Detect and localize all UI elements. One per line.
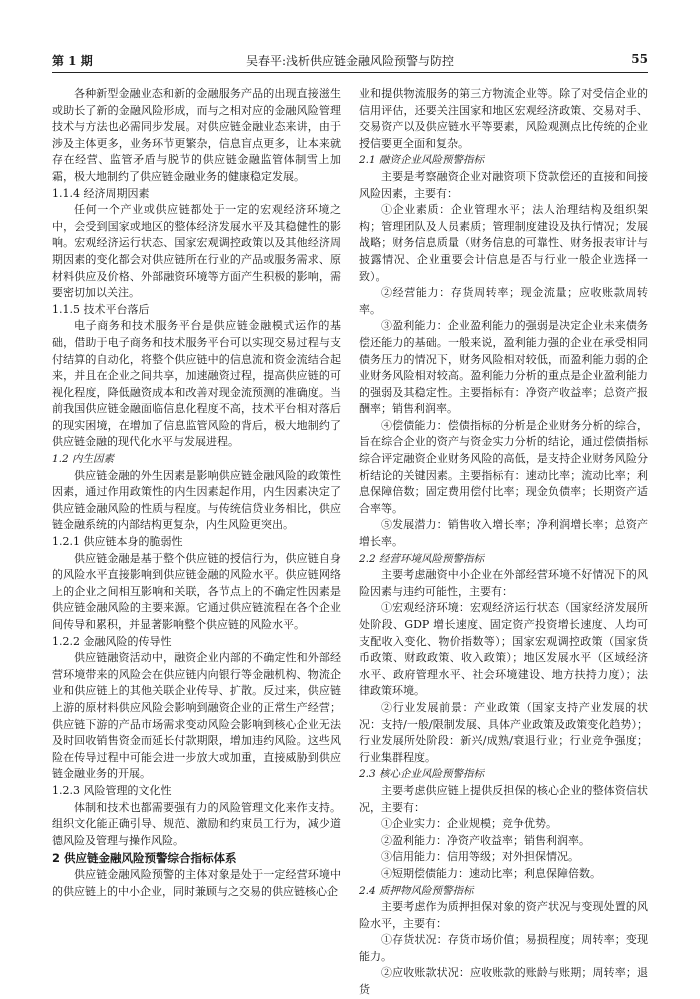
paragraph: ⑤发展潜力：销售收入增长率；净利润增长率；总资产增长率。	[359, 518, 648, 549]
subsection-heading: 1.2.3 风险管理的文化性	[52, 783, 172, 797]
paragraph: 主要考虑融资中小企业在外部经营环境不好情况下的风险因素与违约可能性，主要有：	[359, 568, 648, 598]
paragraph: ④短期偿债能力：速动比率；利息保障倍数。	[381, 866, 601, 880]
paragraph: ②经营能力：存货周转率；现金流量；应收账款周转率。	[359, 286, 648, 316]
subsection-heading: 2.4 质押物风险预警指标	[359, 884, 474, 897]
paragraph: ③盈利能力：企业盈利能力的强弱是决定企业未来债务偿还能力的基础。一般来说，盈利能力强的企业在承受相同债务压力的情况下，财务风险相对较低，而盈利能力弱的企业财务风险相对较高。盈利能力分析的重点是企业盈利能力的强弱及其稳定性。主要指标有：净资产收益率；总资产报酬率；销售利润率。	[359, 319, 648, 416]
paragraph: 主要考虑供应链上提供反担保的核心企业的整体资信状况，主要有：	[359, 783, 648, 814]
paragraph: ②行业发展前景：产业政策（国家支持产业发展的状况：支持/一般/限制发展、具体产业政策及政策变化趋势）；行业发展所处阶段：新兴/成熟/衰退行业；行业竞争强度；行业集群程度。	[359, 700, 648, 764]
paragraph: ④偿债能力：偿债指标的分析是企业财务分析的综合，旨在综合企业的资产与资金实力分析的结论，通过偿债指标综合评定融资企业财务风险的高低，是支持企业财务风险分析结论的关键因素。主要指标有：速动比率；流动比率；利息保障倍数；固定费用偿付比率；现金负债率；长期资产适合率等。	[359, 418, 648, 515]
paragraph: ②盈利能力：净资产收益率；销售利润率。	[381, 833, 590, 847]
paragraph: 供应链金融是基于整个供应链的授信行为，供应链自身的风险水平直接影响到供应链金融的风险水平。供应链网络上的企业之间相互影响和关联，各节点上的不确定性因素是供应链金融风险的主要来源。它通过供应链流程在各个企业间传导和累积，并显著影响整个供应链的风险水平。	[52, 551, 341, 631]
paragraph: 任何一个产业或供应链都处于一定的宏观经济环境之中，会受到国家或地区的整体经济发展水平及其稳健性的影响。宏观经济运行状态、国家宏观调控政策以及其他经济周期因素的变化都会对供应链所在行业的产品或服务需求、原材料供应及价格、外部融资环境等方面产生积极的影响，需要密切加以关注。	[52, 203, 341, 300]
paragraph: ①企业素质：企业管理水平；法人治理结构及组织架构；管理团队及人员素质；管理制度建设及执行情况；发展战略；财务信息质量（财务信息的可靠性、财务报表审计与披露情况、企业重要会计信息是否与行业一般企业选择一致）。	[359, 203, 648, 283]
subsection-heading: 1.1.5 技术平台落后	[52, 302, 150, 316]
paragraph: ②应收账款状况：应收账款的账龄与账期；周转率；退货	[359, 966, 648, 997]
running-header	[52, 50, 648, 73]
subsection-heading: 1.2.1 供应链本身的脆弱性	[52, 535, 183, 549]
paragraph: ①存货状况：存货市场价值；易损程度；周转率；变现能力。	[359, 933, 648, 963]
paragraph: 供应链融资活动中，融资企业内部的不确定性和外部经营环境带来的风险会在供应链内向银行等金融机构、物流企业和供应链上的其他关联企业传导、扩散。反过来，供应链上游的原材料供应风险会影响到融资企业的正常生产经营；供应链下游的产品市场需求变动风险会影响到核心企业无法及时回收销售资金而延长付款期限，增加违约风险。这些风险在传导过程中可能会进一步放大或加重，直接威胁到供应链金融业务的开展。	[52, 651, 341, 781]
subsection-heading: 1.2 内生因素	[52, 453, 115, 466]
paragraph: ①宏观经济环境：宏观经济运行状态（国家经济发展所处阶段、GDP 增长速度、固定资产投资增长速度、人均可支配收入变化、物价指数等）；国家宏观调控政策（国家货币政策、财政政策、收入政策）；地区发展水平（区域经济水平、政府管理水平、社会环境建设、地方扶持力度）；法律政策环境。	[359, 601, 648, 698]
paragraph: 供应链金融的外生因素是影响供应链金融风险的政策性因素，通过作用政策性的内生因素起作用，内生因素决定了供应链金融风险的性质与程度。与传统信贷业务相比，供应链金融系统的内部结构更复杂，内生风险更突出。	[52, 468, 341, 532]
page-number: 55	[631, 52, 648, 66]
issue-number: 第 1 期	[52, 54, 93, 68]
paragraph: ③信用能力：信用等级；对外担保情况。	[381, 850, 579, 864]
paragraph: 供应链金融风险预警的主体对象是处于一定经营环境中的供应链上的中小企业，同时兼顾与之交易的供应链核心企	[52, 867, 341, 898]
paragraph: 主要考虑作为质押担保对象的资产状况与变现处置的风险水平，主要有：	[359, 900, 648, 930]
paragraph: 体制和技术也都需要强有力的风险管理文化来作支持。组织文化能正确引导、规范、激励和约束员工行为，减少道德风险及管理与操作风险。	[52, 800, 341, 847]
paragraph: 电子商务和技术服务平台是供应链金融模式运作的基础，借助于电子商务和技术服务平台可以实现交易过程与支付结算的自动化，将整个供应链中的信息流和资金流结合起来，并且在企业之间共享，加速融资过程，提高供应链的可视化程度，降低融资成本和改善对现金流预测的准确度。当前我国供应链金融面临信息化程度不高，技术平台相对落后的现实困境，在增加了信息监管风险的背后，极大地制约了供应链金融的现代化水平与发展进程。	[52, 319, 341, 449]
left-column	[52, 86, 341, 900]
running-title: 吴春平:浅析供应链金融风险预警与防控	[245, 54, 455, 68]
paragraph: 主要是考察融资企业对融资项下贷款偿还的直接和间接风险因素，主要有：	[359, 169, 648, 200]
subsection-heading: 2.3 核心企业风险预警指标	[359, 768, 485, 781]
paragraph: 各种新型金融业态和新的金融服务产品的出现直接滋生或助长了新的金融风险形成，而与之相对应的金融风险管理技术与方法也必需同步发展。对供应链金融业态来讲，由于涉及主体更多，业务环节更繁杂，信息盲点更多，让本来就存在经营、监管矛盾与脱节的供应链金融监管体制雪上加霜，极大地制约了供应链金融业务的健康稳定发展。	[52, 87, 341, 183]
subsection-heading: 1.1.4 经济周期因素	[52, 186, 150, 200]
paragraph: ①企业实力：企业规模；竞争优势。	[381, 817, 557, 831]
section-heading: 2 供应链金融风险预警综合指标体系	[52, 851, 237, 866]
paragraph-continued: 业和提供物流服务的第三方物流企业等。除了对受信企业的信用评估，还要关注国家和地区宏观经济政策、交易对手、交易资产以及供应链水平等要素，风险观测点比传统的企业授信要更全面和复杂。	[359, 87, 648, 150]
subsection-heading: 2.1 融资企业风险预警指标	[359, 154, 485, 167]
subsection-heading: 2.2 经营环境风险预警指标	[359, 552, 485, 565]
right-column	[359, 86, 648, 999]
subsection-heading: 1.2.2 金融风险的传导性	[52, 634, 172, 648]
